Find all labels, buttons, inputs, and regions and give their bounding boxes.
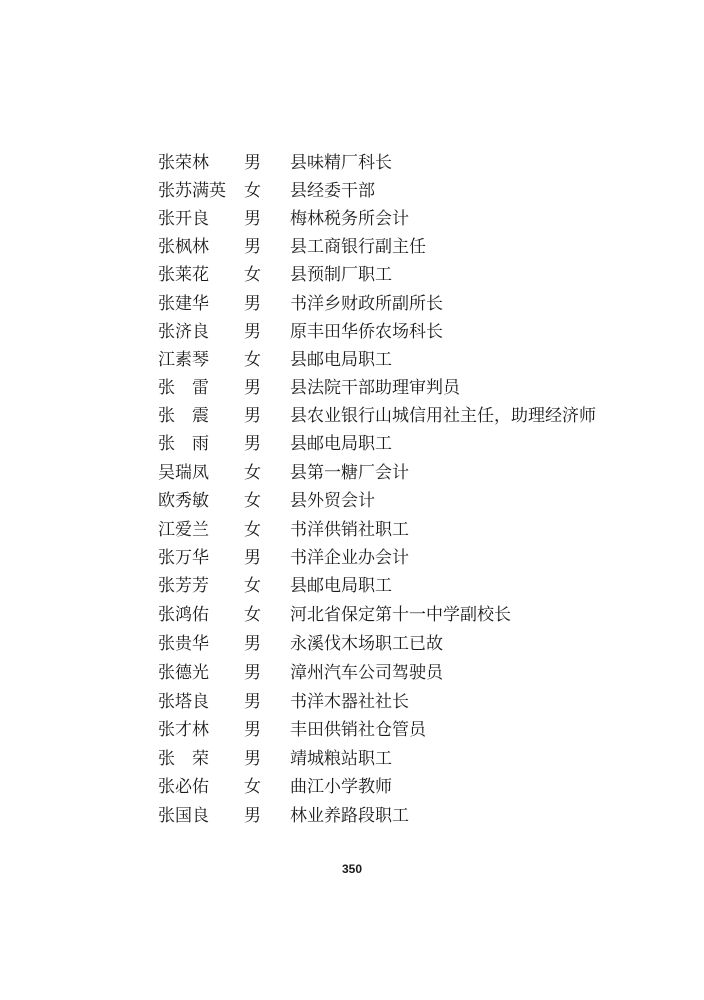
person-name: 张荣林: [158, 153, 209, 173]
person-position: 县工商银行副主任: [290, 237, 426, 257]
person-position: 县经委干部: [290, 181, 375, 201]
person-name: 张贵华: [158, 634, 209, 654]
roster-row: [0, 205, 704, 233]
person-name: 张济良: [158, 322, 209, 342]
person-position: 丰田供销社仓管员: [290, 720, 426, 740]
person-position: 书洋木器社社长: [290, 692, 409, 712]
person-position: 河北省保定第十一中学副校长: [290, 605, 511, 625]
roster-row: [0, 487, 704, 515]
person-position: 县邮电局职工: [290, 576, 392, 596]
roster-row: [0, 290, 704, 318]
person-sex: 男: [244, 663, 261, 683]
person-position: 曲江小学教师: [290, 777, 392, 797]
person-sex: 男: [244, 806, 261, 826]
roster-row: [0, 688, 704, 716]
person-sex: 男: [244, 294, 261, 314]
person-sex: 男: [244, 237, 261, 257]
person-name: 张枫林: [158, 237, 209, 257]
person-name: 欧秀敏: [158, 491, 209, 511]
person-name: 张 荣: [158, 749, 209, 769]
roster-row: [0, 802, 704, 830]
person-name: 吴瑞凤: [158, 463, 209, 483]
person-name: 张塔良: [158, 692, 209, 712]
roster-row: [0, 233, 704, 261]
person-name: 张芳芳: [158, 576, 209, 596]
person-position: 原丰田华侨农场科长: [290, 322, 443, 342]
roster-row: [0, 346, 704, 374]
roster-row: [0, 630, 704, 658]
person-name: 张 雷: [158, 378, 209, 398]
roster-row: [0, 374, 704, 402]
person-position: 县味精厂科长: [290, 153, 392, 173]
person-position: 靖城粮站职工: [290, 749, 392, 769]
roster-row: [0, 745, 704, 773]
person-position: 县预制厂职工: [290, 265, 392, 285]
page-number: 350: [341, 862, 363, 876]
person-sex: 女: [244, 491, 261, 511]
roster-row: [0, 572, 704, 600]
person-position: 书洋供销社职工: [290, 520, 409, 540]
person-name: 张国良: [158, 806, 209, 826]
person-sex: 男: [244, 634, 261, 654]
person-sex: 男: [244, 749, 261, 769]
roster-row: [0, 516, 704, 544]
roster-row: [0, 402, 704, 430]
person-position: 书洋企业办会计: [290, 548, 409, 568]
person-name: 张苏满英: [158, 181, 226, 201]
person-name: 张莱花: [158, 265, 209, 285]
roster-row: [0, 601, 704, 629]
person-sex: 女: [244, 777, 261, 797]
person-sex: 女: [244, 265, 261, 285]
person-sex: 男: [244, 322, 261, 342]
person-name: 张 雨: [158, 434, 209, 454]
roster-row: [0, 430, 704, 458]
person-position: 县农业银行山城信用社主任，助理经济师: [290, 406, 596, 426]
person-sex: 女: [244, 181, 261, 201]
person-name: 江素琴: [158, 350, 209, 370]
roster-row: [0, 716, 704, 744]
person-sex: 女: [244, 520, 261, 540]
person-sex: 女: [244, 576, 261, 596]
person-name: 张德光: [158, 663, 209, 683]
person-sex: 男: [244, 720, 261, 740]
person-sex: 女: [244, 463, 261, 483]
person-sex: 女: [244, 350, 261, 370]
person-sex: 女: [244, 605, 261, 625]
person-sex: 男: [244, 209, 261, 229]
roster-row: [0, 261, 704, 289]
person-position: 县邮电局职工: [290, 350, 392, 370]
person-sex: 男: [244, 434, 261, 454]
roster-row: [0, 544, 704, 572]
person-position: 梅林税务所会计: [290, 209, 409, 229]
person-position: 书洋乡财政所副所长: [290, 294, 443, 314]
person-position: 林业养路段职工: [290, 806, 409, 826]
person-sex: 男: [244, 406, 261, 426]
roster-row: [0, 177, 704, 205]
roster-row: [0, 773, 704, 801]
person-sex: 男: [244, 548, 261, 568]
person-position: 永溪伐木场职工已故: [290, 634, 443, 654]
person-position: 县第一糖厂会计: [290, 463, 409, 483]
person-name: 张建华: [158, 294, 209, 314]
person-sex: 男: [244, 153, 261, 173]
roster-row: [0, 318, 704, 346]
person-sex: 男: [244, 378, 261, 398]
person-name: 张 震: [158, 406, 209, 426]
person-sex: 男: [244, 692, 261, 712]
person-name: 张万华: [158, 548, 209, 568]
person-name: 江爱兰: [158, 520, 209, 540]
person-name: 张才林: [158, 720, 209, 740]
person-name: 张必佑: [158, 777, 209, 797]
person-name: 张鸿佑: [158, 605, 209, 625]
person-position: 县邮电局职工: [290, 434, 392, 454]
person-name: 张开良: [158, 209, 209, 229]
person-position: 县法院干部助理审判员: [290, 378, 460, 398]
roster-row: [0, 149, 704, 177]
roster-row: [0, 459, 704, 487]
person-position: 漳州汽车公司驾驶员: [290, 663, 443, 683]
person-position: 县外贸会计: [290, 491, 375, 511]
roster-row: [0, 659, 704, 687]
